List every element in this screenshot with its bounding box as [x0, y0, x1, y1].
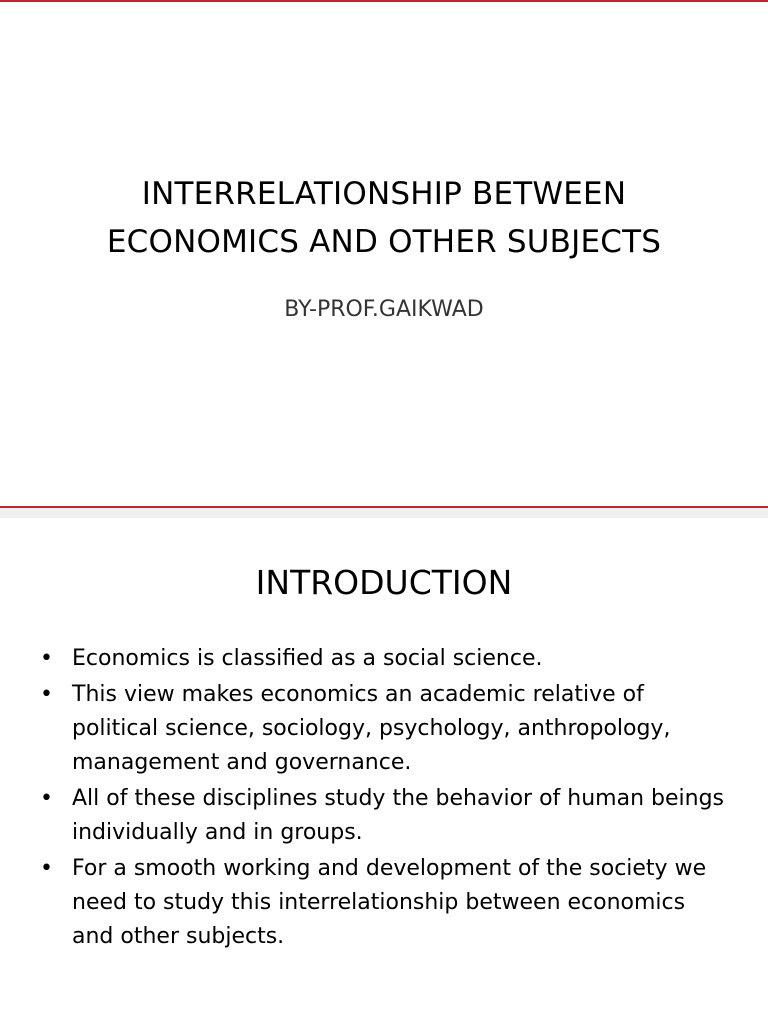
bullet-icon: •: [40, 856, 53, 881]
slide-divider: [0, 506, 768, 518]
bullet-text: For a smooth working and development of the society we need to study this interrelationship between economics and other subjects.: [72, 856, 707, 949]
bullet-icon: •: [40, 786, 53, 811]
bullet-text: Economics is classified as a social science.: [72, 646, 543, 671]
slide-subtitle: BY-PROF.GAIKWAD: [284, 297, 484, 322]
title-slide: [0, 0, 768, 508]
slide-title-line-2: ECONOMICS AND OTHER SUBJECTS: [106, 224, 662, 260]
bullet-list: [40, 642, 730, 956]
list-item: [40, 782, 730, 850]
slide-title-line-1: INTERRELATIONSHIP BETWEEN: [141, 176, 627, 212]
list-item: [40, 852, 730, 954]
introduction-slide: [0, 518, 768, 1024]
slide-heading: INTRODUCTION: [255, 563, 513, 602]
bullet-text: This view makes economics an academic relative of political science, sociology, psychology, anthropology, management and governance.: [72, 682, 671, 775]
list-item: [40, 678, 730, 780]
bullet-icon: •: [40, 682, 53, 707]
bullet-text: All of these disciplines study the behavior of human beings individually and in groups.: [72, 786, 725, 845]
bullet-icon: •: [40, 646, 53, 671]
list-item: [40, 642, 730, 676]
slide-title: [0, 170, 768, 266]
